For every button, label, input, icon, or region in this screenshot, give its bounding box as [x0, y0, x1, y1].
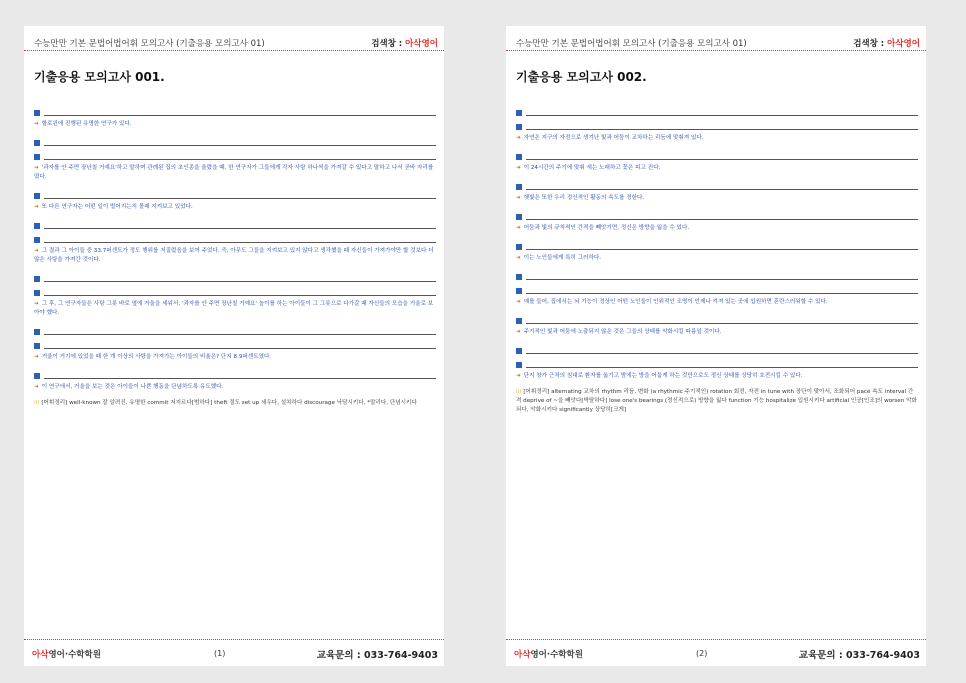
answer-line[interactable]	[34, 272, 436, 282]
bullet-square-icon	[34, 343, 40, 349]
bullet-square-icon	[516, 154, 522, 160]
arrow-right-icon: ➜	[34, 384, 39, 390]
bullet-square-icon	[516, 318, 522, 324]
bullet-square-icon	[516, 348, 522, 354]
brand-name: 아삭영어	[405, 39, 438, 49]
answer-line[interactable]	[516, 358, 918, 368]
book-title: 수능만만 기본 문법어법어휘 모의고사 (기출응용 모의고사 01)	[516, 39, 747, 49]
arrow-right-icon: ➜	[516, 165, 521, 171]
page-header	[24, 26, 444, 51]
bullet-square-icon	[516, 124, 522, 130]
translation: ➜ 자연은 지구의 자전으로 생겨난 빛과 어둠이 교차하는 리듬에 맞춰져 있다.	[516, 135, 704, 141]
test-title: 기출응용 모의고사 002.	[516, 70, 647, 84]
answer-line[interactable]	[516, 270, 918, 280]
bullet-square-icon	[516, 362, 522, 368]
exercise-body	[34, 106, 436, 408]
translation: ➜ 예를 들어, 집에서는 뇌 기능이 정상인 어떤 노인들이 인위적인 조명이 언제나 켜져 있는 곳에 입원하면 혼란스러워할 수 있다.	[516, 299, 828, 305]
arrow-right-icon: ➜	[34, 354, 39, 360]
answer-line[interactable]	[516, 314, 918, 324]
answer-line[interactable]	[516, 344, 918, 354]
answer-line[interactable]	[34, 369, 436, 379]
translation: ➜ 주기적인 빛과 어둠에 노출되지 않은 것은 그들의 상태를 악화시킬 따름일 것이다.	[516, 329, 722, 335]
worksheet-page-1	[24, 26, 444, 666]
translation: ➜ 이는 노인들에게 특히 그러하다.	[516, 255, 602, 261]
bullet-square-icon	[516, 274, 522, 280]
translation: ➜ 어둠과 빛의 규칙적인 간격을 빼앗기면, 정신은 방향을 잃을 수 있다.	[516, 225, 690, 231]
arrow-right-icon: ➜	[516, 195, 521, 201]
translation: ➜ 거울이 거기에 있었을 때 한 개 이상의 사탕을 가져가는 아이들의 비율은? 단지 8.9퍼센트였다.	[34, 354, 272, 360]
exercise-body	[516, 106, 918, 415]
answer-line[interactable]	[34, 189, 436, 199]
answer-line[interactable]	[34, 106, 436, 116]
bullet-square-icon	[34, 276, 40, 282]
arrow-right-icon: ➜	[34, 165, 39, 171]
answer-line[interactable]	[34, 219, 436, 229]
academy-name: 아삭영어·수학학원	[32, 650, 101, 660]
arrow-right-icon: ➜	[34, 248, 39, 254]
contact-phone: 교육문의 : 033-764-9403	[316, 650, 438, 661]
arrow-right-icon: ➜	[34, 204, 39, 210]
answer-line[interactable]	[34, 136, 436, 146]
answer-line[interactable]	[516, 180, 918, 190]
bullet-square-icon	[34, 290, 40, 296]
page-footer	[24, 639, 444, 666]
translation: ➜ '과자를 안 주면 장난칠 거예요'하고 말하며 관례된 집의 초인종을 울렸을 때, 한 연구자가 그들에게 각자 사탕 하나씩을 가져갈 수 있다고 말하고 나서 곧바 자리를 떴다.	[34, 165, 434, 180]
answer-line[interactable]	[34, 233, 436, 243]
bullet-square-icon	[34, 223, 40, 229]
arrow-right-icon: ➜	[34, 121, 39, 127]
answer-line[interactable]	[516, 120, 918, 130]
bullet-square-icon	[516, 214, 522, 220]
translation: ➜ 단지 창가 근처의 침대로 환자를 옮기고 밤에는 방을 어둡게 하는 것만으로도 정신 상태를 상당히 호전시킬 수 있다.	[516, 373, 803, 379]
answer-line[interactable]	[34, 286, 436, 296]
brand-name: 아삭영어	[887, 39, 920, 49]
book-title: 수능만만 기본 문법어법어휘 모의고사 (기출응용 모의고사 01)	[34, 39, 265, 49]
arrow-right-icon: ➜	[516, 373, 521, 379]
answer-line[interactable]	[516, 150, 918, 160]
vocabulary-note: ⁞⁞⁞ [어휘정리] alternating 교차의 rhythm 리듬, 변화 (a rhythmic 주기적인) rotation 회전, 자전 in tune with 장단이 맞아서, 조화되어 pace 속도 interval 간격 deprive of ~을 빼앗다[박탈하다] lose one's bearings (정신적으로) 방향을 잃다 function 기능 hospitalize 입원시키다 artificial 인공[인조]의 worsen 악화되다, 악화시키다 significantly 상당히[크게]	[516, 389, 917, 413]
dot-grid-icon: ⁞⁞⁞	[34, 400, 40, 406]
search-hint: 검색창 : 아삭영어	[853, 39, 920, 49]
arrow-right-icon: ➜	[34, 301, 39, 307]
arrow-right-icon: ➜	[516, 225, 521, 231]
dot-grid-icon: ⁞⁞⁞	[516, 389, 522, 395]
answer-line[interactable]	[516, 284, 918, 294]
translation: ➜ 이 24시간의 주기에 맞춰 새는 노래하고 꽃은 피고 진다.	[516, 165, 661, 171]
bullet-square-icon	[516, 110, 522, 116]
bullet-square-icon	[34, 140, 40, 146]
vocabulary-note: ⁞⁞⁞ [어휘정리] well-known 잘 알려진, 유명한 commit 저지르다[범하다] theft 절도 set up 세우다, 설치하다 discourage 낙담시키다, *말리다, 단념시키다	[34, 400, 417, 406]
translation: ➜ 또 다른 연구자는 어떤 일이 벌어지는지 몰래 지켜보고 있었다.	[34, 204, 193, 210]
translation: ➜ 이 연구에서, 거울을 보는 것은 아이들이 나쁜 행동을 단념하도록 유도했다.	[34, 384, 224, 390]
bullet-square-icon	[34, 193, 40, 199]
contact-phone: 교육문의 : 033-764-9403	[798, 650, 920, 661]
arrow-right-icon: ➜	[516, 135, 521, 141]
answer-line[interactable]	[34, 150, 436, 160]
answer-line[interactable]	[34, 325, 436, 335]
bullet-square-icon	[34, 373, 40, 379]
bullet-square-icon	[34, 154, 40, 160]
bullet-square-icon	[34, 329, 40, 335]
bullet-square-icon	[516, 184, 522, 190]
answer-line[interactable]	[516, 210, 918, 220]
worksheet-page-2	[506, 26, 926, 666]
bullet-square-icon	[34, 110, 40, 116]
arrow-right-icon: ➜	[516, 329, 521, 335]
arrow-right-icon: ➜	[516, 255, 521, 261]
translation: ➜ 햇빛은 또한 우리 정신적인 활동의 속도를 정한다.	[516, 195, 645, 201]
arrow-right-icon: ➜	[516, 299, 521, 305]
answer-line[interactable]	[516, 106, 918, 116]
page-footer	[506, 639, 926, 666]
page-header	[506, 26, 926, 51]
answer-line[interactable]	[34, 339, 436, 349]
page-number: (1)	[214, 649, 226, 658]
bullet-square-icon	[516, 244, 522, 250]
answer-line[interactable]	[516, 240, 918, 250]
bullet-square-icon	[516, 288, 522, 294]
academy-name: 아삭영어·수학학원	[514, 650, 583, 660]
page-number: (2)	[696, 649, 708, 658]
translation: ➜ 그 결과 그 아이들 중 33.7퍼센트가 정도 행위를 저질렀음을 보여 주었다. 즉, 아무도 그들을 지켜보고 있지 않다고 생각했을 때 자신들이 가져가야만 할 것보다 더 많은 사탕을 가져간 것이다.	[34, 248, 434, 263]
bullet-square-icon	[34, 237, 40, 243]
translation: ➜ 할로윈에 진행된 유명한 연구가 있다.	[34, 121, 132, 127]
search-hint: 검색창 : 아삭영어	[371, 39, 438, 49]
translation: ➜ 그 후, 그 연구자들은 사탕 그릇 바로 옆에 거울을 세워서, '과자를 안 주면 장난칠 거예요' 놀이를 하는 아이들이 그 그릇으로 다가갈 때 자신들의 모습을 거울로 보아야 했다.	[34, 301, 434, 316]
test-title: 기출응용 모의고사 001.	[34, 70, 165, 84]
